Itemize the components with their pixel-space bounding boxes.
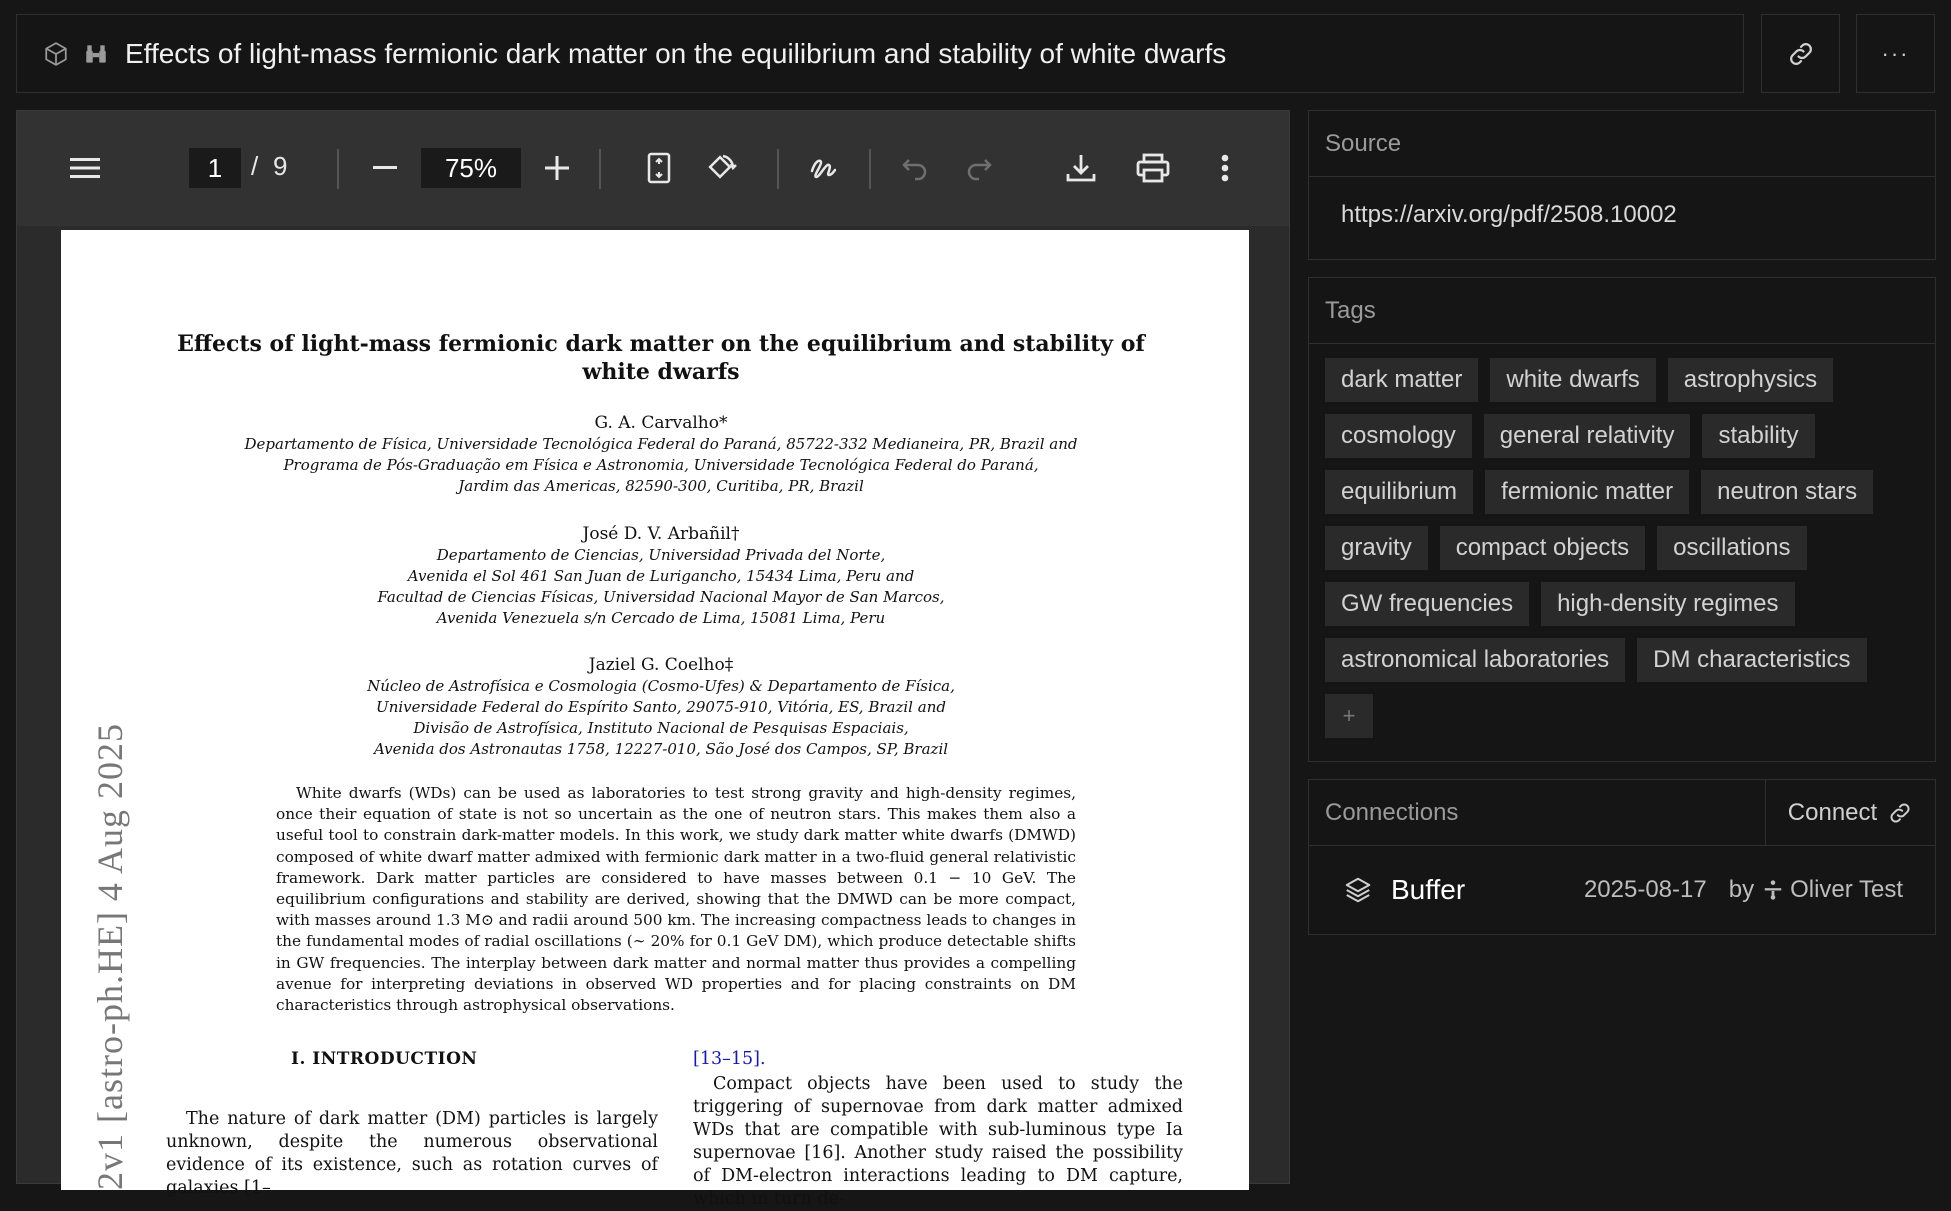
document-header: [16, 14, 1744, 93]
link-icon: [1786, 39, 1816, 69]
tag-chip[interactable]: neutron stars: [1701, 470, 1873, 514]
author-block: [161, 523, 1161, 629]
tag-chip[interactable]: astrophysics: [1668, 358, 1833, 402]
link-icon: [1887, 800, 1913, 826]
tag-chip[interactable]: white dwarfs: [1490, 358, 1655, 402]
connection-user-name: Oliver Test: [1790, 876, 1903, 903]
zoom-level-input[interactable]: 75%: [421, 148, 521, 188]
paper-title: Effects of light-mass fermionic dark matter on the equilibrium and stability of white dwarfs: [177, 331, 1145, 385]
citation-link[interactable]: [13–15].: [693, 1049, 766, 1069]
tag-chip[interactable]: general relativity: [1484, 414, 1691, 458]
page-fit-icon[interactable]: [639, 148, 679, 188]
arxiv-stamp: 2v1 [astro-ph.HE] 4 Aug 2025: [90, 723, 130, 1190]
draw-icon[interactable]: [803, 148, 843, 188]
tag-chip[interactable]: astronomical laboratories: [1325, 638, 1625, 682]
author-affiliation: Facultad de Ciencias Físicas, Universidad Nacional Mayor de San Marcos,: [377, 588, 945, 606]
author-block: [161, 412, 1161, 497]
tag-chip[interactable]: compact objects: [1440, 526, 1645, 570]
undo-icon[interactable]: [895, 148, 935, 188]
author-affiliation: Avenida Venezuela s/n Cercado de Lima, 15081 Lima, Peru: [436, 609, 886, 627]
section-heading: I. INTRODUCTION: [291, 1049, 478, 1069]
tag-chip[interactable]: equilibrium: [1325, 470, 1473, 514]
connections-heading: Connections: [1325, 798, 1459, 826]
menu-icon[interactable]: [65, 148, 105, 188]
author-affiliation: Divisão de Astrofísica, Instituto Nacional de Pesquisas Espaciais,: [413, 719, 909, 737]
zoom-in-icon[interactable]: [537, 148, 577, 188]
user-icon: [1762, 879, 1784, 901]
connections-panel: [1308, 779, 1936, 935]
tag-chip[interactable]: DM characteristics: [1637, 638, 1866, 682]
tag-chip[interactable]: dark matter: [1325, 358, 1478, 402]
redo-icon[interactable]: [959, 148, 999, 188]
connection-date: 2025-08-17: [1583, 876, 1707, 903]
page-number-input[interactable]: 1: [189, 148, 241, 188]
page-separator: /: [251, 151, 259, 181]
more-options-button[interactable]: [1856, 14, 1935, 93]
more-horizontal-icon: ···: [1881, 40, 1910, 66]
source-panel: [1308, 110, 1936, 260]
author-affiliation: Jardim das Americas, 82590-300, Curitiba, PR, Brazil: [458, 477, 864, 495]
body-paragraph: Compact objects have been used to study the triggering of supernovae from dark matter admixed WDs that are compatible with sub-luminous type Ia supernovae [16]. Another study raised the possibility of DM-electron interactions leading to DM capture, which in turn de-: [693, 1074, 1183, 1209]
copy-link-button[interactable]: [1761, 14, 1840, 93]
tag-chip[interactable]: cosmology: [1325, 414, 1472, 458]
toolbar-divider: [869, 149, 871, 189]
author-name: G. A. Carvalho*: [594, 413, 728, 433]
author-name: José D. V. Arbañil†: [582, 524, 740, 544]
page-total: 9: [273, 151, 288, 181]
print-icon[interactable]: [1133, 148, 1173, 188]
connections-header: [1309, 780, 1935, 846]
pdf-toolbar: [17, 111, 1289, 226]
tags-heading: Tags: [1309, 278, 1935, 344]
author-affiliation: Departamento de Ciencias, Universidad Privada del Norte,: [436, 546, 886, 564]
connect-label: Connect: [1787, 798, 1878, 826]
binoculars-icon[interactable]: [81, 39, 111, 69]
tag-chip[interactable]: GW frequencies: [1325, 582, 1529, 626]
more-vertical-icon[interactable]: [1205, 148, 1245, 188]
toolbar-divider: [599, 149, 601, 189]
download-icon[interactable]: [1061, 148, 1101, 188]
tag-chip[interactable]: oscillations: [1657, 526, 1806, 570]
abstract: White dwarfs (WDs) can be used as laboratories to test strong gravity and high-density regimes, once their equation of state is not so uncertain as the one of neutron stars. This makes them also a useful tool to constrain dark-matter models. In this work, we study dark matter white dwarfs (DMWD) composed of white dwarf matter admixed with fermionic dark matter in a two-fluid general relativistic framework. Dark matter particles are considered to have masses between 0.1 − 10 GeV. The equilibrium configurations and stability are derived, showing that the DMWD can be more compact, with masses around 1.3 M⊙ and radii around 500 km. The increasing compactness leads to changes in the fundamental modes of radial oscillations (∼ 20% for 0.1 GeV DM), which produce detectable shifts in GW frequencies. The interplay between dark matter and normal matter thus provides a compelling avenue for interpreting deviations in observed WD properties and for placing constraints on DM characteristics through astrophysical observations.: [276, 784, 1076, 1015]
layers-icon: [1343, 875, 1373, 905]
page-title: Effects of light-mass fermionic dark matter on the equilibrium and stability of white dwarfs: [125, 37, 1227, 69]
author-affiliation: Departamento de Física, Universidade Tecnológica Federal do Paraná, 85722-332 Medianeira, PR, Brazil and: [244, 435, 1078, 453]
source-url[interactable]: https://arxiv.org/pdf/2508.10002: [1341, 201, 1677, 228]
author-affiliation: Avenida el Sol 461 San Juan de Lurigancho, 15434 Lima, Peru and: [407, 567, 915, 585]
tag-chip[interactable]: gravity: [1325, 526, 1428, 570]
source-heading: Source: [1309, 111, 1935, 177]
body-column-right: [693, 1048, 1183, 1211]
tags-panel: [1308, 277, 1936, 762]
tag-chip[interactable]: fermionic matter: [1485, 470, 1689, 514]
author-affiliation: Universidade Federal do Espírito Santo, 29075-910, Vitória, ES, Brazil and: [376, 698, 946, 716]
body-column-left: The nature of dark matter (DM) particles is largely unknown, despite the numerous observational evidence of its existence, such as rotation curves of galaxies [1–: [166, 1109, 658, 1198]
toolbar-divider: [337, 149, 339, 189]
author-name: Jaziel G. Coelho‡: [588, 655, 734, 675]
tag-chip[interactable]: high-density regimes: [1541, 582, 1794, 626]
tag-chip[interactable]: stability: [1702, 414, 1814, 458]
box-icon[interactable]: [41, 39, 71, 69]
connection-user: [1762, 876, 1903, 904]
connection-item[interactable]: [1309, 846, 1935, 934]
connect-button[interactable]: [1765, 780, 1935, 845]
pdf-viewer: [16, 110, 1290, 1209]
tag-list: [1309, 344, 1937, 752]
connection-name: Buffer: [1391, 874, 1466, 905]
author-affiliation: Núcleo de Astrofísica e Cosmologia (Cosmo-Ufes) & Departamento de Física,: [367, 677, 955, 695]
zoom-out-icon[interactable]: [365, 148, 405, 188]
author-affiliation: Avenida dos Astronautas 1758, 12227-010, São José dos Campos, SP, Brazil: [373, 740, 949, 758]
author-block: [161, 654, 1161, 760]
author-affiliation: Programa de Pós-Graduação em Física e Astronomia, Universidade Tecnológica Federal do Paraná,: [283, 456, 1039, 474]
pdf-page: [61, 230, 1249, 1209]
rotate-icon[interactable]: [701, 148, 741, 188]
add-tag-button[interactable]: +: [1325, 694, 1373, 738]
toolbar-divider: [777, 149, 779, 189]
connection-by-label: by: [1728, 876, 1755, 903]
